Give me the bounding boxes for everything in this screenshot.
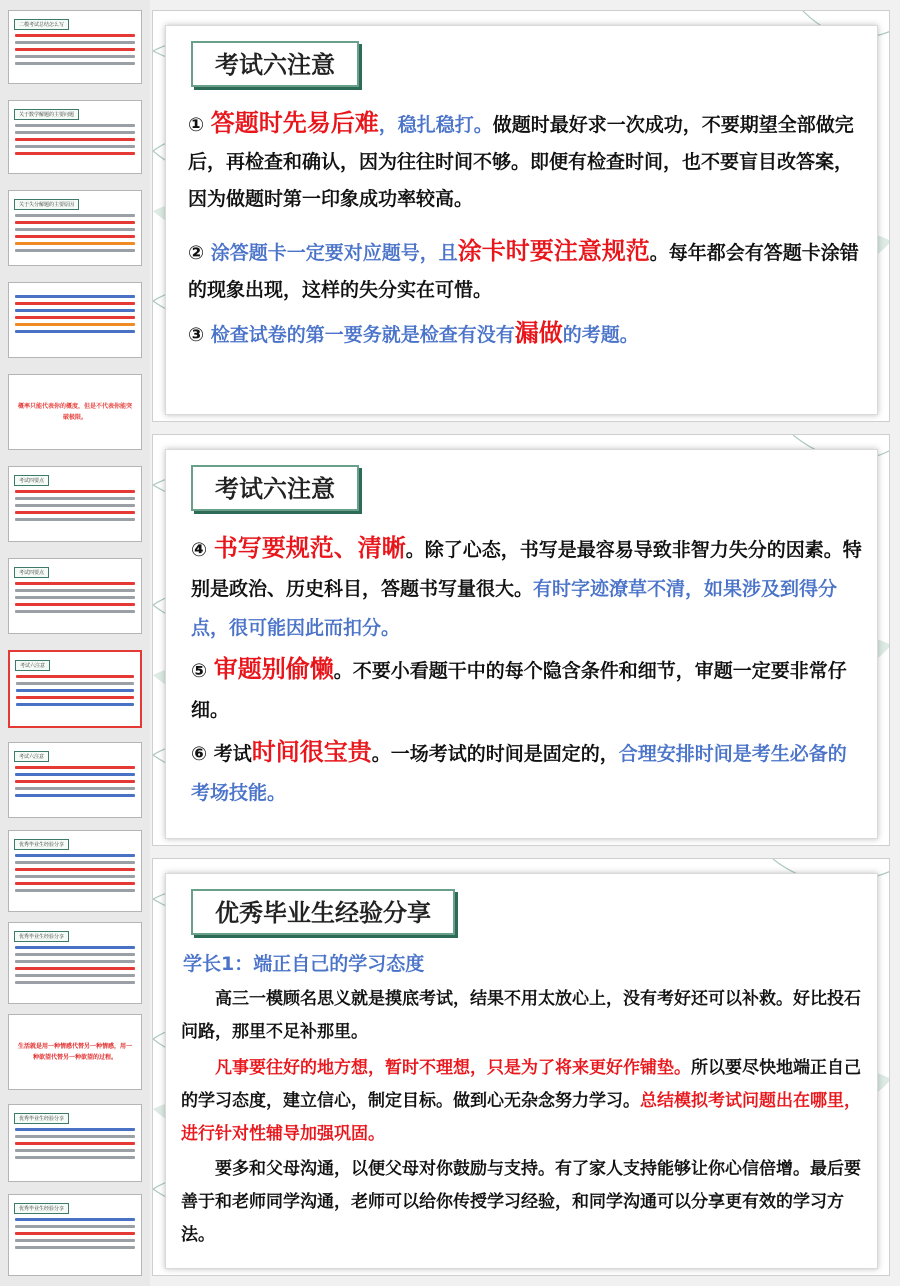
paragraph-2: 凡事要往好的地方想，暂时不理想，只是为了将来更好作铺垫。所以要尽快地端正自己的学习态度，建立信心，制定目标。做到心无杂念努力学习。总结模拟考试问题出在哪里，进行针对性辅导加强巩固。 [181,1058,861,1144]
slide-title: 优秀毕业生经验分享 [191,889,455,935]
thumbnail-title: 考试六注意 [15,660,50,671]
slide-1[interactable] [152,10,890,422]
point-2-highlight-red: 涂卡时要注意规范 [457,237,650,265]
slide-2[interactable] [152,434,890,846]
slide-thumbnail-4[interactable] [8,282,142,358]
slide-thumbnail-panel [0,0,150,1286]
point-6-highlight-red: 时间很宝贵 [251,738,372,766]
slide-thumbnail-5[interactable] [8,374,142,450]
slide-thumbnail-10[interactable] [8,830,142,912]
point-6-text: ⑥ 考试时间很宝贵。一场考试的时间是固定的，合理安排时间是考生必备的考场技能。 [191,738,847,804]
slide-thumbnail-2[interactable] [8,100,142,174]
slide-3[interactable] [152,858,890,1276]
slide-thumbnail-9[interactable] [8,742,142,818]
point-4-highlight-red: 书写要规范、清晰 [213,534,406,562]
slide-title: 考试六注意 [191,41,359,87]
thumbnail-title: 考试四要点 [14,475,49,486]
thumbnail-title: 考试六注意 [14,751,49,762]
thumbnail-title: 优秀毕业生经验分享 [14,1203,69,1214]
slide-thumbnail-6[interactable] [8,466,142,542]
slide-thumbnail-8-selected[interactable] [8,650,142,728]
slide-thumbnail-7[interactable] [8,558,142,634]
slide-thumbnail-1[interactable] [8,10,142,84]
thumbnail-title: 关于失分解题的主要原因 [14,199,79,210]
point-6-highlight-blue: 合理安排时间是考生必备的考场技能。 [191,743,847,804]
thumbnail-title: 优秀毕业生经验分享 [14,931,69,942]
slide-thumbnail-11[interactable] [8,922,142,1004]
thumbnail-title: 关于数学解题的主要问题 [14,109,79,120]
thumbnail-title: 优秀毕业生经验分享 [14,1113,69,1124]
slide-title: 考试六注意 [191,465,359,511]
paragraph-1: 高三一模顾名思义就是摸底考试，结果不用太放心上，没有考好还可以补救。好比投石问路，那里不足补那里。 [181,989,861,1042]
point-4-highlight-blue: 有时字迹潦草不清，如果涉及到得分点，很可能因此而扣分。 [191,578,838,639]
slide-thumbnail-13[interactable] [8,1104,142,1182]
point-5-highlight-red: 审题别偷懒 [213,655,334,683]
point-2-text: ② 涂答题卡一定要对应题号，且涂卡时要注意规范。每年都会有答题卡涂错的现象出现，这样的失分实在可惜。 [188,237,859,301]
thumbnail-quote: 概率只能代表你的概度，但是不代表你能突破极限。 [17,403,132,421]
point-1-text: ① 答题时先易后难，稳扎稳打。做题时最好求一次成功，不要期望全部做完后，再检查和确认，因为往往时间不够。即便有检查时间，也不要盲目改答案，因为做题时第一印象成功率较高。 [188,109,854,210]
point-1-highlight-red: 答题时先易后难 [210,109,379,137]
paragraph-3: 要多和父母沟通，以便父母对你鼓励与支持。有了家人支持能够让你心信倍增。最后要善于和老师同学沟通，老师可以给你传授学习经验，和同学沟通可以分享更有效的学习方法。 [181,1159,861,1245]
paragraph-2-highlight-red: 凡事要往好的地方想，暂时不理想，只是为了将来更好作铺垫。 [215,1058,691,1078]
point-4-text: ④ 书写要规范、清晰。除了心态，书写是最容易导致非智力失分的因素。特别是政治、历史科目，答题书写量很大。有时字迹潦草不清，如果涉及到得分点，很可能因此而扣分。 [191,534,862,639]
point-2-highlight-blue: 涂答题卡一定要对应题号，且 [210,242,458,264]
point-5-text: ⑤ 审题别偷懒。不要小看题干中的每个隐含条件和细节，审题一定要非常仔细。 [191,655,847,721]
slide-thumbnail-14[interactable] [8,1194,142,1276]
thumbnail-quote: 生活就是用一种情感代替另一种情感，用一种欲望代替另一种欲望的过程。 [17,1043,132,1061]
point-3-highlight-blue: 检查试卷的第一要务就是检查有没有 [210,324,515,346]
point-1-highlight-blue: 稳扎稳打。 [397,114,493,136]
thumbnail-title: 考试四要点 [14,567,49,578]
point-3-highlight-red: 漏做 [514,319,563,347]
slide-thumbnail-3[interactable] [8,190,142,266]
point-3-text: ③ 检查试卷的第一要务就是检查有没有漏做的考题。 [188,319,639,347]
thumbnail-title: 二模考试总结怎么写 [14,19,69,30]
slide-thumbnail-12[interactable] [8,1014,142,1090]
paragraph-2-highlight-red-2: 总结模拟考试问题出在哪里，进行针对性辅导加强巩固。 [181,1091,861,1144]
thumbnail-title: 优秀毕业生经验分享 [14,839,69,850]
senior-1-subtitle: 学长1：端正自己的学习态度 [183,953,425,975]
